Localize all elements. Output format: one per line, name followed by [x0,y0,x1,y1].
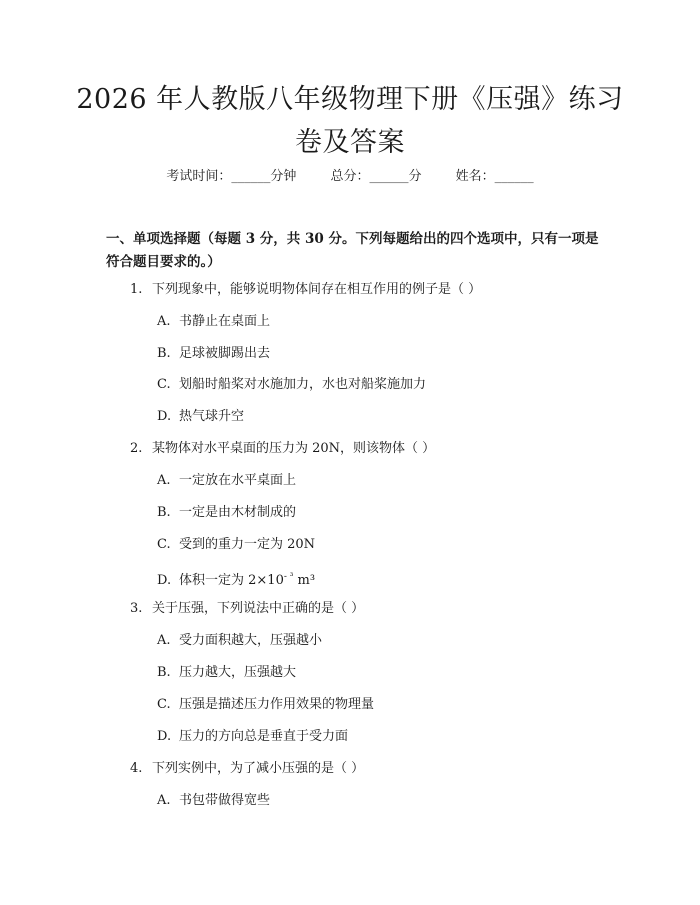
option-text: 受到的重力一定为 20N [179,537,316,552]
total-score: 总分：______分 [330,169,422,184]
option-label: C. [157,537,171,552]
option-2b [157,503,296,523]
option-label: D. [157,729,172,744]
option-label: A. [157,633,171,648]
question-number: 4. [130,761,143,776]
page-title: 2026 年人教版八年级物理下册《压强》练习卷及答案 [76,84,624,158]
option-text: 一定放在水平桌面上 [179,473,297,488]
option-3b [157,663,296,683]
question-number: 1. [130,282,143,297]
question-text: 某物体对水平桌面的压力为 20N，则该物体（ ） [152,441,436,456]
option-text: 划船时船桨对水施加力，水也对船桨施加力 [179,377,427,392]
option-4a [157,791,270,811]
option-label: C. [157,697,171,712]
option-label: D. [157,573,172,588]
question-number: 3. [130,601,143,616]
student-name: 姓名：______ [455,169,534,184]
option-text: 受力面积越大，压强越小 [179,633,323,648]
section-heading: 一、单项选择题（每题 3 分，共 30 分。下列每题给出的四个选项中，只有一项是符合题目要求的。） [106,231,599,270]
option-1d [157,407,244,427]
option-label: B. [157,346,171,361]
option-label: B. [157,505,171,520]
option-text: 一定是由木材制成的 [179,505,297,520]
option-label: C. [157,377,171,392]
question-1 [130,280,481,300]
option-text: 压力的方向总是垂直于受力面 [179,729,349,744]
option-label: D. [157,409,172,424]
option-label: B. [157,665,171,680]
option-text: 热气球升空 [179,409,245,424]
option-2a [157,471,296,491]
option-text: 压强是描述压力作用效果的物理量 [179,697,375,712]
option-text: 书包带做得宽些 [179,793,271,808]
option-label: A. [157,793,171,808]
option-3c [157,695,374,715]
exam-meta [0,167,700,187]
question-text: 关于压强，下列说法中正确的是（ ） [152,601,365,616]
question-text: 下列实例中，为了减小压强的是（ ） [152,761,365,776]
option-1a [157,312,270,332]
option-text: 书静止在桌面上 [179,314,271,329]
option-text: 体积一定为 2×10 [179,573,284,588]
question-4 [130,759,364,779]
exam-time: 考试时间：______分钟 [166,169,297,184]
question-text: 下列现象中，能够说明物体间存在相互作用的例子是（ ） [152,282,482,297]
option-text: 足球被脚踢出去 [179,346,271,361]
exponent: - ³ [283,572,294,582]
option-2c [157,535,315,555]
option-label: A. [157,314,171,329]
option-1b [157,344,270,364]
option-text: 压力越大，压强越大 [179,665,297,680]
option-3a [157,631,322,651]
option-3d [157,727,348,747]
question-3 [130,599,364,619]
option-1c [157,375,426,395]
option-unit: m³ [293,573,316,588]
option-label: A. [157,473,171,488]
question-2 [130,439,435,459]
question-number: 2. [130,441,143,456]
option-2d [157,567,315,591]
